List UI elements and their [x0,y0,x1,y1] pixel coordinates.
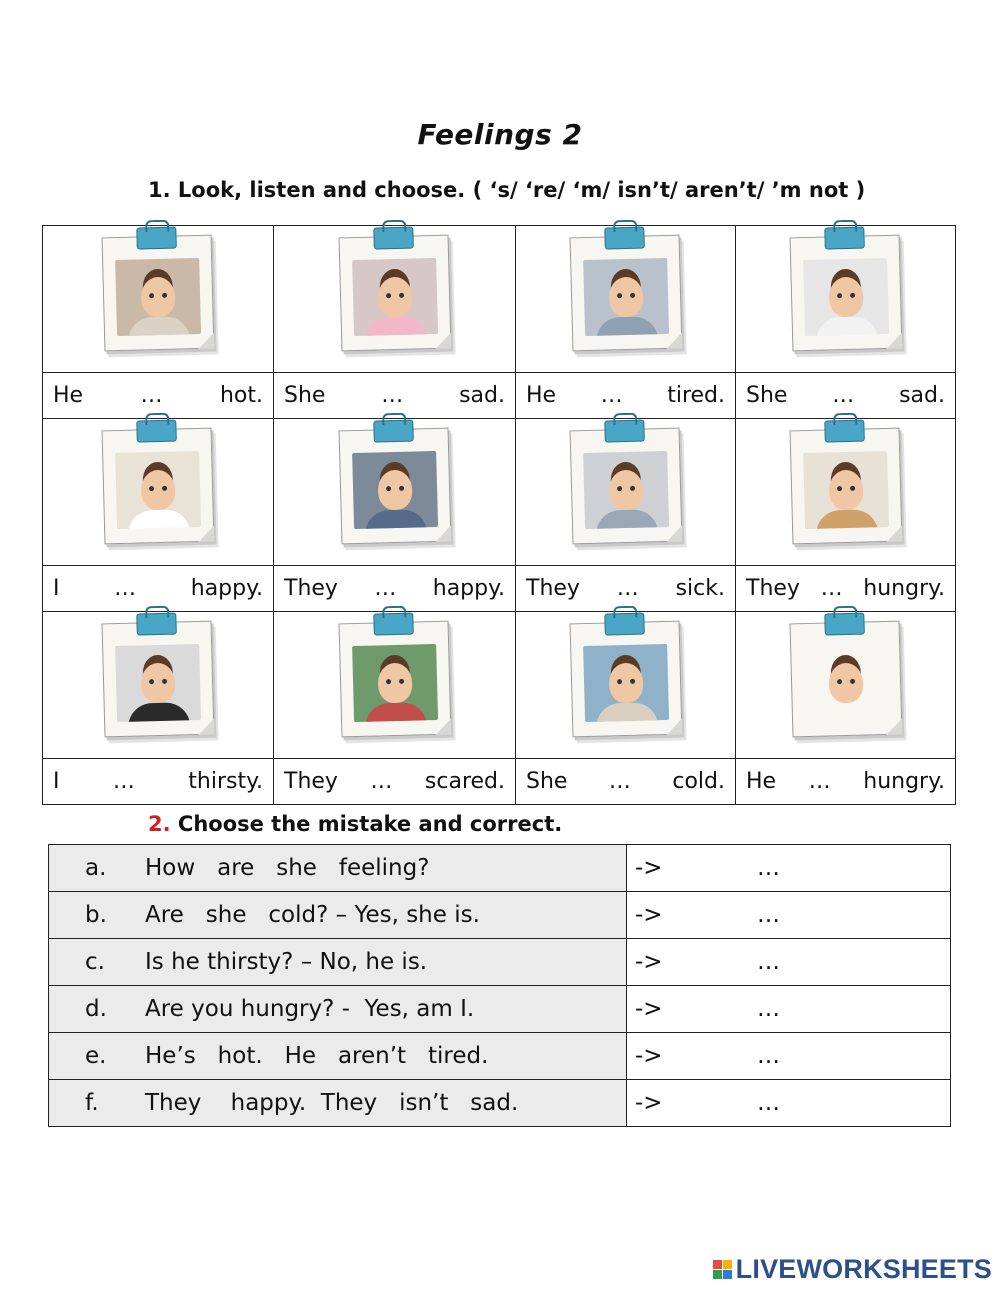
sentence-subject: He [526,383,557,408]
logo-text: LIVEWORKSHEETS [735,1254,992,1284]
answer-blank[interactable]: … [608,769,631,794]
paper-clip-icon [136,419,177,442]
answer-blank[interactable]: … [757,1043,780,1069]
arrow-label: -> [635,855,663,881]
logo-squares-icon [713,1260,732,1279]
paper-clip-icon [824,419,865,442]
paper-clip-icon [373,226,414,249]
picture-cell [274,612,516,759]
arrow-label: -> [635,949,663,975]
woman-cold-photo [583,644,669,722]
arrow-label: -> [635,996,663,1022]
sentence-adjective: sad. [459,383,505,408]
answer-blank[interactable]: … [757,1090,780,1116]
scared-girls-photo [352,451,438,529]
exercise2-instruction-text: Choose the mistake and correct. [177,812,563,836]
worksheet-title: Feelings 2 [417,118,583,151]
answer-cell [627,1033,951,1080]
answer-blank[interactable]: … [370,769,393,794]
sentence-subject: He [53,383,84,408]
answer-cell [627,939,951,986]
photo-card [569,428,682,545]
picture-cell [736,419,956,566]
answer-blank[interactable]: … [757,949,780,975]
answer-cell [627,892,951,939]
sentence-subject: He [746,769,777,794]
answer-blank[interactable]: … [381,383,404,408]
item-sentence: How are she feeling? [145,855,430,881]
question-cell [49,845,627,892]
exercise2-row [49,1080,951,1127]
answer-blank[interactable]: … [832,383,855,408]
paper-clip-icon [136,226,177,249]
item-letter: f. [85,1090,99,1116]
man-hot-sun-cartoon-photo [803,644,889,722]
paper-clip-icon [824,226,865,249]
sick-people-photo [583,451,669,529]
paper-clip-icon [136,612,177,635]
sentence-subject: I [53,576,60,601]
item-letter: b. [85,902,107,928]
exercise1-grid [42,225,956,805]
picture-cell [274,419,516,566]
sentence-cell [274,759,516,805]
answer-cell [627,986,951,1033]
sentence-subject: I [53,769,60,794]
exercise1-instruction: 1. Look, listen and choose. ( ‘s/ ‘re/ ‘m/ isn’t/ aren’t/ ’m not ) [148,178,866,202]
sentence-subject: They [284,769,338,794]
exercise2-row [49,892,951,939]
sentence-adjective: tired. [667,383,725,408]
answer-blank[interactable]: … [757,996,780,1022]
sentence-cell [736,566,956,612]
exercise2-instruction [148,812,562,836]
item-letter: d. [85,996,107,1022]
arrow-label: -> [635,1090,663,1116]
picture-cell [516,226,736,373]
photo-card [789,235,902,352]
smiling-woman-photo [115,451,201,529]
sentence-adjective: happy. [432,576,505,601]
exercise2-row [49,939,951,986]
picture-cell [43,226,274,373]
item-sentence: Are she cold? – Yes, she is. [145,902,480,928]
exercise2-row [49,1033,951,1080]
picture-cell [43,612,274,759]
arrow-label: -> [635,902,663,928]
sentence-subject: They [746,576,800,601]
answer-blank[interactable]: … [757,902,780,928]
exercise2-number: 2. [148,812,171,836]
sentence-subject: She [526,769,568,794]
item-letter: a. [85,855,107,881]
sentence-subject: She [284,383,326,408]
kids-eating-spaghetti-photo [803,451,889,529]
photo-card [102,235,215,352]
photo-card [338,428,451,545]
paper-clip-icon [373,419,414,442]
liveworksheets-logo [713,1254,992,1285]
answer-blank[interactable]: … [757,855,780,881]
sentence-cell [274,373,516,419]
question-cell [49,1033,627,1080]
picture-cell [516,419,736,566]
photo-card [789,428,902,545]
photo-card [569,235,682,352]
sentence-subject: They [284,576,338,601]
sentence-cell [516,759,736,805]
sentence-adjective: hungry. [863,769,945,794]
answer-blank[interactable]: … [616,576,639,601]
sentence-adjective: hungry. [863,576,945,601]
answer-blank[interactable]: … [374,576,397,601]
item-letter: e. [85,1043,107,1069]
answer-blank[interactable]: … [114,576,137,601]
question-cell [49,939,627,986]
sentence-subject: She [746,383,788,408]
sentence-cell [736,759,956,805]
photo-card [102,621,215,738]
picture-cell [736,226,956,373]
photo-card [102,428,215,545]
sentence-adjective: sad. [899,383,945,408]
paper-clip-icon [373,612,414,635]
sentence-cell [516,373,736,419]
picture-cell [516,612,736,759]
answer-cell [627,845,951,892]
item-sentence: They happy. They isn’t sad. [145,1090,519,1116]
picture-cell [736,612,956,759]
question-cell [49,1080,627,1127]
happy-family-photo [352,644,438,722]
answer-blank[interactable]: … [820,576,843,601]
girl-drinking-photo [352,258,438,336]
question-cell [49,892,627,939]
man-eating-sandwich-photo [115,258,201,336]
arrow-label: -> [635,1043,663,1069]
photo-card [338,621,451,738]
sentence-adjective: cold. [672,769,725,794]
paper-clip-icon [824,612,865,635]
item-sentence: Are you hungry? - Yes, am I. [145,996,475,1022]
man-tired-at-desk-photo [583,258,669,336]
photo-card [338,235,451,352]
exercise2-row [49,845,951,892]
exercise2-table [48,844,951,1127]
sentence-cell [43,566,274,612]
paper-clip-icon [604,612,645,635]
answer-blank[interactable]: … [600,383,623,408]
sentence-adjective: hot. [219,383,263,408]
sentence-cell [43,759,274,805]
sentence-subject: They [526,576,580,601]
photo-card [789,621,902,738]
paper-clip-icon [604,419,645,442]
answer-blank[interactable]: … [808,769,831,794]
photo-card [569,621,682,738]
answer-blank[interactable]: … [112,769,135,794]
item-sentence: He’s hot. He aren’t tired. [145,1043,489,1069]
sentence-cell [516,566,736,612]
sentence-adjective: thirsty. [188,769,263,794]
item-sentence: Is he thirsty? – No, he is. [145,949,428,975]
stressed-woman-photo [115,644,201,722]
item-letter: c. [85,949,105,975]
question-cell [49,986,627,1033]
sentence-cell [43,373,274,419]
picture-cell [274,226,516,373]
answer-cell [627,1080,951,1127]
exercise2-row [49,986,951,1033]
answer-blank[interactable]: … [140,383,163,408]
sentence-cell [274,566,516,612]
sentence-adjective: sick. [675,576,725,601]
sentence-cell [736,373,956,419]
sentence-adjective: happy. [190,576,263,601]
picture-cell [43,419,274,566]
sentence-adjective: scared. [424,769,505,794]
paper-clip-icon [604,226,645,249]
child-crying-photo [803,258,889,336]
